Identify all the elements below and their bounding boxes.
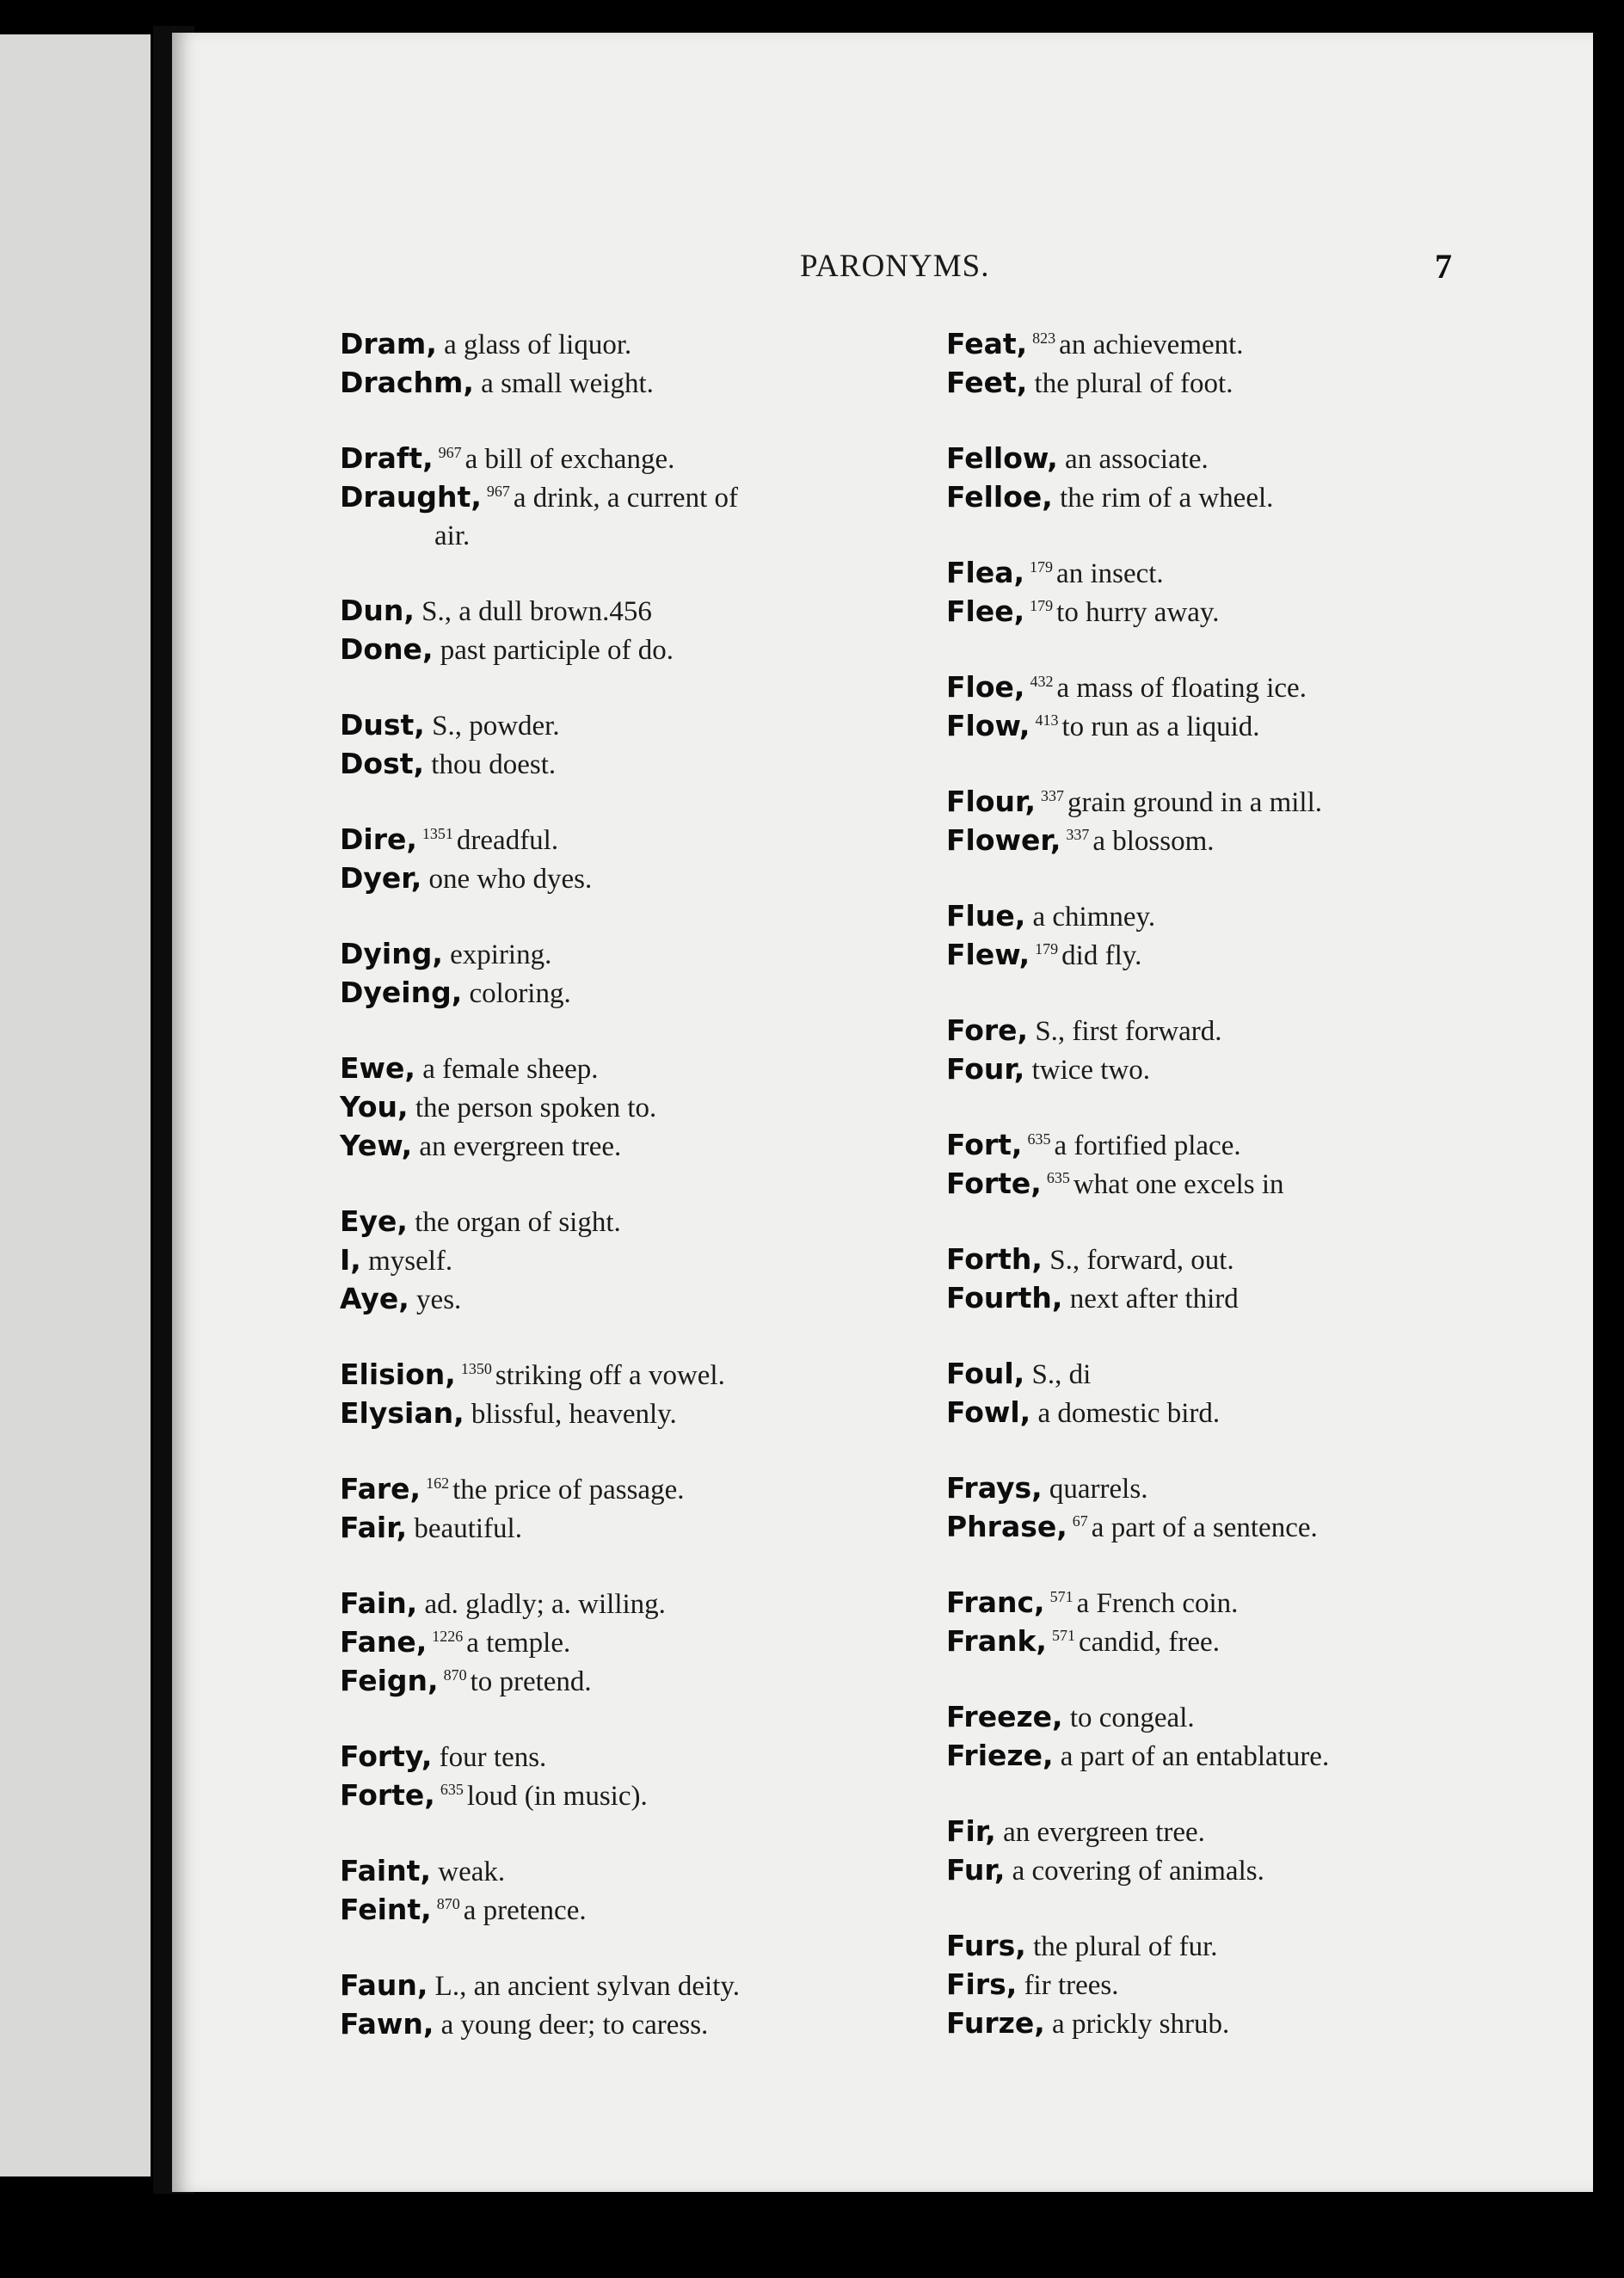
paronym-group	[946, 1813, 1566, 1890]
paronym-entry	[340, 631, 925, 669]
headword: Frieze,	[946, 1739, 1054, 1772]
paronym-group	[340, 821, 925, 898]
headword: Ewe,	[340, 1051, 415, 1085]
headword: Fawn,	[340, 2007, 434, 2041]
definition: S., powder.	[432, 711, 560, 742]
definition: a bill of exchange.	[464, 444, 675, 475]
headword: Elision,	[340, 1358, 456, 1391]
definition: beautiful.	[414, 1513, 522, 1544]
paronym-entry	[946, 1927, 1566, 1966]
definition: a glass of liquor.	[444, 329, 632, 360]
reference-number: 967	[438, 444, 462, 461]
headword: Flower,	[946, 823, 1061, 857]
headword: Feign,	[340, 1664, 439, 1697]
headword: You,	[340, 1090, 409, 1124]
paronym-entry	[946, 1851, 1566, 1890]
headword: Flow,	[946, 709, 1030, 742]
headword: Fourth,	[946, 1281, 1063, 1314]
headword: Feat,	[946, 327, 1028, 360]
headword: Furze,	[946, 2006, 1045, 2040]
book-page	[172, 33, 1593, 2192]
definition: fir trees.	[1024, 1970, 1119, 2001]
paronym-entry	[340, 1395, 925, 1433]
paronym-entry	[946, 936, 1566, 975]
paronym-entry	[946, 1165, 1566, 1204]
headword: Fort,	[946, 1128, 1023, 1161]
definition: the plural of foot.	[1034, 368, 1233, 399]
definition: to hurry away.	[1056, 597, 1220, 628]
paronym-entry	[340, 821, 925, 859]
headword: Dun,	[340, 594, 415, 627]
reference-number: 432	[1030, 673, 1054, 690]
paronym-group	[946, 668, 1566, 746]
headword: Dost,	[340, 747, 425, 780]
paronym-entry	[946, 1698, 1566, 1737]
definition: a covering of animals.	[1012, 1856, 1264, 1887]
headword: Fore,	[946, 1013, 1029, 1047]
facing-page-edge	[0, 34, 151, 2176]
paronym-entry	[946, 364, 1566, 403]
paronym-group	[946, 1012, 1566, 1089]
paronym-entry	[340, 325, 925, 364]
headword: Forte,	[946, 1167, 1042, 1200]
definition: a young deer; to caress.	[440, 2010, 709, 2041]
definition: did fly.	[1061, 940, 1142, 971]
paronym-entry	[340, 1470, 925, 1509]
definition: the rim of a wheel.	[1060, 483, 1274, 514]
reference-number: 635	[1027, 1130, 1051, 1148]
definition: striking off a vowel.	[495, 1360, 725, 1391]
paronym-entry	[946, 1966, 1566, 2004]
definition: S., forward, out.	[1049, 1245, 1234, 1276]
reference-number: 870	[443, 1666, 467, 1684]
definition: an evergreen tree.	[419, 1131, 622, 1162]
reference-number: 571	[1051, 1627, 1075, 1644]
definition: a drink, a current of	[513, 483, 738, 514]
definition: a prickly shrub.	[1052, 2009, 1230, 2040]
definition: one who dyes.	[428, 864, 593, 895]
headword: Flour,	[946, 785, 1036, 818]
headword: Elysian,	[340, 1396, 464, 1430]
definition: the organ of sight.	[415, 1207, 621, 1238]
definition: candid, free.	[1078, 1627, 1220, 1658]
paronym-entry	[340, 1623, 925, 1662]
definition: to run as a liquid.	[1061, 711, 1260, 742]
paronym-entry	[340, 1241, 925, 1280]
headword: Forty,	[340, 1739, 433, 1773]
headword: Foul,	[946, 1357, 1025, 1390]
reference-number: 179	[1035, 940, 1059, 957]
definition: coloring.	[469, 978, 571, 1009]
headword: Fare,	[340, 1472, 421, 1505]
paronym-group	[340, 1470, 925, 1548]
paronym-entry	[340, 706, 925, 745]
definition: next after third	[1069, 1284, 1239, 1314]
paronym-entry	[946, 1584, 1566, 1622]
definition: to pretend.	[470, 1666, 592, 1697]
headword: Done,	[340, 632, 434, 666]
definition: twice two.	[1031, 1055, 1151, 1086]
headword: Fain,	[340, 1586, 418, 1620]
paronym-entry	[340, 2005, 925, 2044]
headword: Aye,	[340, 1282, 409, 1315]
headword: Furs,	[946, 1929, 1026, 1962]
reference-number: 337	[1040, 787, 1064, 804]
headword: Frank,	[946, 1624, 1047, 1658]
paronym-group	[946, 1241, 1566, 1318]
paronym-entry	[946, 1050, 1566, 1089]
paronym-entry	[340, 1776, 925, 1815]
paronym-group	[340, 1852, 925, 1930]
reference-number: 823	[1032, 329, 1056, 347]
paronym-entry	[340, 1738, 925, 1776]
paronym-entry	[946, 1737, 1566, 1776]
paronym-entry	[340, 1585, 925, 1623]
headword: Dyer,	[340, 861, 422, 895]
paronym-group	[340, 1050, 925, 1166]
definition: a pretence.	[463, 1895, 587, 1926]
reference-number: 162	[426, 1475, 450, 1492]
paronym-group	[340, 325, 925, 403]
headword: Floe,	[946, 670, 1025, 704]
paronym-entry	[946, 1241, 1566, 1279]
paronym-entry	[340, 1356, 925, 1395]
headword: Felloe,	[946, 480, 1053, 514]
definition: a female sheep.	[422, 1054, 599, 1085]
paronym-entry	[340, 1203, 925, 1241]
paronym-entry	[340, 1127, 925, 1166]
paronym-entry	[340, 859, 925, 898]
definition: blissful, heavenly.	[471, 1399, 677, 1430]
headword: Frays,	[946, 1471, 1043, 1505]
headword: Drachm,	[340, 366, 474, 399]
reference-number: 571	[1049, 1588, 1073, 1605]
paronym-entry	[946, 1126, 1566, 1165]
headword: Fane,	[340, 1625, 428, 1659]
running-head: PARONYMS.	[800, 249, 990, 284]
paronym-entry	[946, 1508, 1566, 1547]
paronym-entry	[946, 1813, 1566, 1851]
paronym-group	[946, 1126, 1566, 1204]
headword: Fowl,	[946, 1395, 1031, 1429]
headword: Dying,	[340, 937, 443, 970]
definition: grain ground in a mill.	[1067, 787, 1323, 818]
paronym-group	[946, 1927, 1566, 2043]
definition: a part of an entablature.	[1060, 1741, 1330, 1772]
definition: an associate.	[1065, 444, 1209, 475]
headword: Flue,	[946, 899, 1026, 933]
headword: Phrase,	[946, 1510, 1067, 1543]
paronym-entry	[340, 1891, 925, 1930]
reference-number: 967	[486, 483, 510, 500]
definition: a mass of floating ice.	[1056, 673, 1307, 704]
paronym-entry	[946, 1355, 1566, 1394]
definition: an achievement.	[1059, 329, 1244, 360]
definition: thou doest.	[431, 749, 557, 780]
definition: a small weight.	[481, 368, 654, 399]
definition: yes.	[416, 1284, 462, 1315]
headword: Fur,	[946, 1853, 1006, 1887]
paronym-entry	[340, 745, 925, 784]
paronym-entry	[340, 440, 925, 478]
definition: S., a dull brown.456	[421, 596, 652, 627]
reference-number: 337	[1066, 826, 1090, 843]
headword: Fair,	[340, 1511, 408, 1544]
headword: Draught,	[340, 480, 482, 514]
paronym-group	[340, 1585, 925, 1701]
headword: Feint,	[340, 1893, 432, 1926]
definition: expiring.	[450, 939, 552, 970]
paronym-entry	[946, 554, 1566, 593]
headword: Four,	[946, 1052, 1025, 1086]
definition: the person spoken to.	[415, 1093, 657, 1124]
reference-number: 67	[1072, 1512, 1088, 1530]
headword: Flea,	[946, 556, 1025, 589]
reference-number: 179	[1030, 558, 1054, 576]
definition: a blossom.	[1092, 826, 1215, 857]
paronym-entry	[946, 1469, 1566, 1508]
definition: weak.	[438, 1856, 506, 1887]
paronym-group	[340, 1203, 925, 1319]
definition: S., di	[1031, 1359, 1092, 1390]
reference-number: 413	[1035, 711, 1059, 729]
paronym-entry	[946, 325, 1566, 364]
headword: Draft,	[340, 441, 434, 475]
paronym-entry	[946, 1622, 1566, 1661]
headword: I,	[340, 1243, 361, 1277]
headword: Feet,	[946, 366, 1028, 399]
paronym-entry	[946, 783, 1566, 822]
headword: Flew,	[946, 938, 1030, 971]
headword: Fellow,	[946, 441, 1058, 475]
definition: four tens.	[439, 1742, 547, 1773]
paronym-group	[946, 1584, 1566, 1661]
paronym-group	[340, 440, 925, 555]
definition: ad. gladly; a. willing.	[424, 1589, 666, 1620]
headword: Freeze,	[946, 1700, 1063, 1733]
reference-number: 635	[440, 1781, 464, 1798]
headword: Dyeing,	[340, 976, 463, 1009]
reference-number: 870	[436, 1895, 460, 1912]
reference-number: 635	[1046, 1169, 1070, 1186]
paronym-entry	[946, 440, 1566, 478]
paronym-group	[946, 1698, 1566, 1776]
paronym-group	[340, 935, 925, 1013]
definition: a domestic bird.	[1037, 1398, 1221, 1429]
definition: loud (in music).	[466, 1781, 648, 1812]
definition: myself.	[368, 1246, 453, 1277]
right-column	[946, 325, 1566, 2080]
definition: a French coin.	[1076, 1588, 1239, 1619]
paronym-entry	[946, 822, 1566, 860]
definition: an evergreen tree.	[1003, 1817, 1205, 1848]
definition: what one excels in	[1073, 1169, 1284, 1200]
paronym-entry	[946, 478, 1566, 517]
paronym-entry	[946, 2004, 1566, 2043]
headword: Faint,	[340, 1854, 431, 1887]
paronym-group	[340, 1967, 925, 2044]
headword: Fir,	[946, 1814, 996, 1848]
headword: Eye,	[340, 1204, 408, 1238]
headword: Franc,	[946, 1585, 1045, 1619]
headword: Faun,	[340, 1968, 428, 2002]
paronym-entry	[340, 1280, 925, 1319]
headword: Flee,	[946, 594, 1025, 628]
definition: the plural of fur.	[1033, 1931, 1218, 1962]
paronym-entry	[946, 707, 1566, 746]
headword: Dire,	[340, 822, 417, 856]
definition: a fortified place.	[1054, 1130, 1241, 1161]
paronym-entry	[946, 1394, 1566, 1432]
headword: Yew,	[340, 1129, 413, 1162]
paronym-entry	[340, 1967, 925, 2005]
paronym-entry	[946, 897, 1566, 936]
definition: a part of a sentence.	[1091, 1512, 1318, 1543]
paronym-entry	[946, 1012, 1566, 1050]
definition: L., an ancient sylvan deity.	[434, 1971, 740, 2002]
left-column	[340, 325, 925, 2081]
definition: an insect.	[1056, 558, 1164, 589]
paronym-entry	[340, 364, 925, 403]
headword: Forth,	[946, 1242, 1043, 1276]
paronym-group	[340, 1738, 925, 1815]
paronym-entry	[946, 668, 1566, 707]
paronym-entry	[340, 1509, 925, 1548]
paronym-entry	[340, 1088, 925, 1127]
definition: a chimney.	[1032, 902, 1156, 933]
reference-number: 179	[1030, 597, 1054, 614]
paronym-entry	[946, 593, 1566, 631]
definition: dreadful.	[456, 825, 559, 856]
paronym-entry	[340, 592, 925, 631]
definition: to congeal.	[1069, 1702, 1195, 1733]
paronym-group	[340, 1356, 925, 1433]
definition: the price of passage.	[452, 1475, 685, 1505]
paronym-group	[946, 1469, 1566, 1547]
paronym-group	[946, 1355, 1566, 1432]
headword: Dram,	[340, 327, 437, 360]
reference-number: 1350	[460, 1360, 492, 1377]
headword: Dust,	[340, 708, 425, 742]
headword: Firs,	[946, 1967, 1018, 2001]
reference-number: 1226	[432, 1628, 464, 1645]
paronym-group	[946, 440, 1566, 517]
definition: a temple.	[466, 1628, 571, 1659]
page-number: 7	[1435, 247, 1452, 286]
reference-number: 1351	[421, 825, 453, 842]
definition: quarrels.	[1049, 1474, 1148, 1505]
paronym-entry	[340, 1662, 925, 1701]
paronym-entry	[340, 974, 925, 1013]
paronym-entry	[340, 1050, 925, 1088]
paronym-entry	[340, 478, 925, 517]
paronym-entry	[340, 935, 925, 974]
definition: past participle of do.	[440, 635, 674, 666]
paronym-group	[340, 592, 925, 669]
headword: Forte,	[340, 1778, 435, 1812]
paronym-entry	[340, 1852, 925, 1891]
paronym-group	[946, 325, 1566, 403]
paronym-group	[946, 554, 1566, 631]
paronym-group	[946, 897, 1566, 975]
definition: S., first forward.	[1035, 1016, 1222, 1047]
paronym-entry	[946, 1279, 1566, 1318]
paronym-group	[340, 706, 925, 784]
definition-continuation: air.	[434, 520, 471, 551]
paronym-group	[946, 783, 1566, 860]
